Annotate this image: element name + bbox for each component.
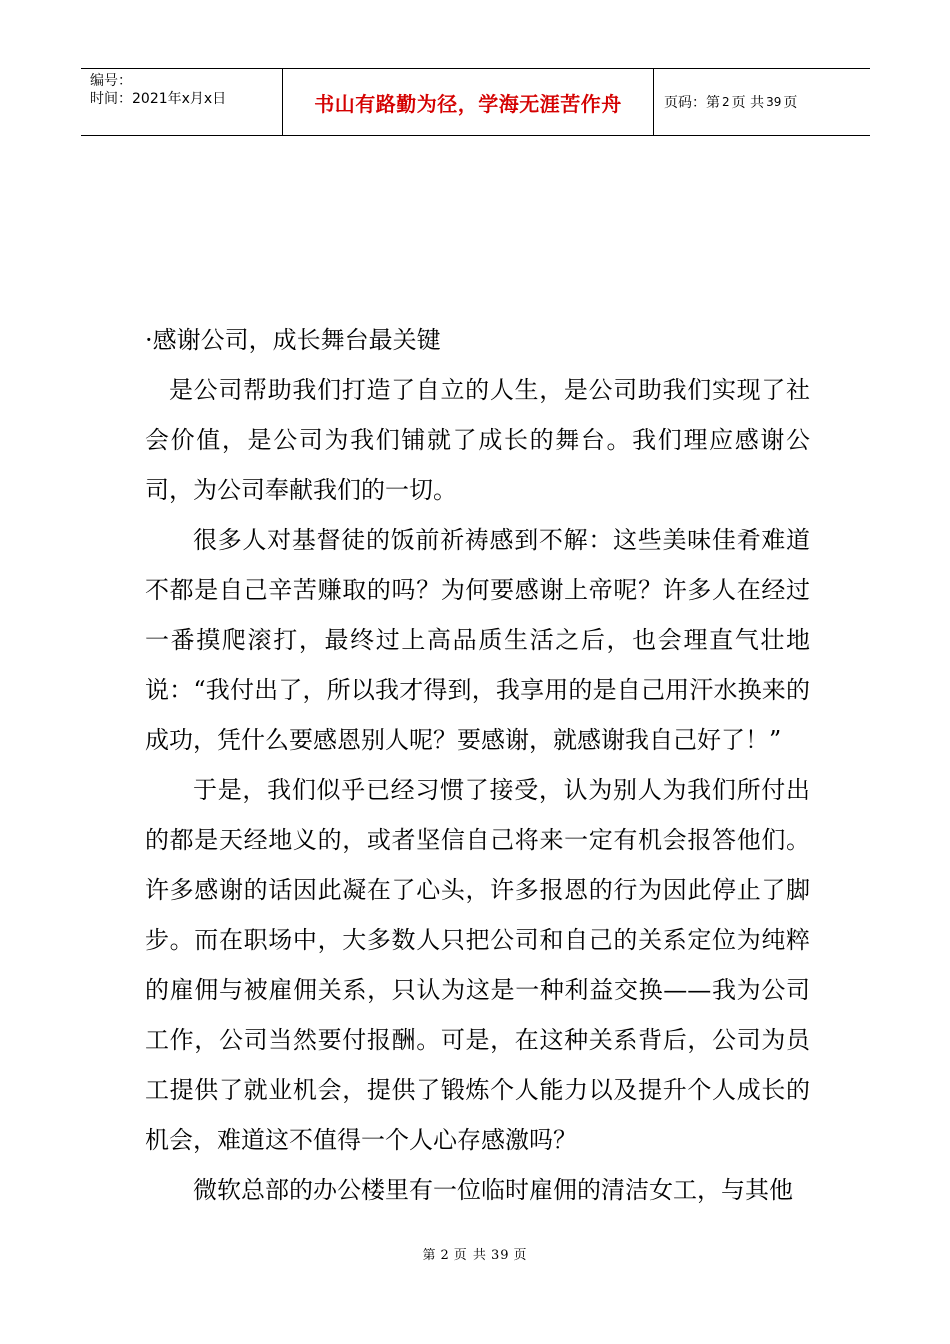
- footer-suffix: 页: [513, 1248, 528, 1263]
- footer-prefix: 第: [422, 1248, 437, 1263]
- page-header: [81, 68, 870, 136]
- header-motto-cell: [283, 69, 654, 135]
- document-body: [145, 315, 810, 1215]
- paragraph: 是公司帮助我们打造了自立的人生，是公司助我们实现了社会价值，是公司为我们铺就了成长的舞台。我们理应感谢公司，为公司奉献我们的一切。: [145, 376, 810, 504]
- time-label: 时间：: [90, 91, 132, 107]
- paragraph: 于是，我们似乎已经习惯了接受，认为别人为我们所付出的都是天经地义的，或者坚信自己将来一定有机会报答他们。许多感谢的话因此凝在了心头，许多报恩的行为因此停止了脚步。而在职场中，大多数人只把公司和自己的关系定位为纯粹的雇佣与被雇佣关系，只认为这是一种利益交换——我为公司工作，公司当然要付报酬。可是，在这种关系背后，公司为员工提供了就业机会，提供了锻炼个人能力以及提升个人成长的机会，难道这不值得一个人心存感激吗？: [145, 776, 810, 1154]
- page-footer: [0, 1244, 950, 1263]
- footer-current: 2: [440, 1248, 450, 1263]
- time-value: 2021年x月x日: [132, 91, 227, 107]
- page-suffix: 页: [783, 95, 798, 111]
- section-heading: ·感谢公司，成长舞台最关键: [145, 326, 441, 354]
- paragraph: 很多人对基督徒的饭前祈祷感到不解：这些美味佳肴难道不都是自己辛苦赚取的吗？为何要感谢上帝呢？许多人在经过一番摸爬滚打，最终过上高品质生活之后，也会理直气壮地说：“我付出了，所以我才得到，我享用的是自己用汗水换来的成功，凭什么要感恩别人呢？要感谢，就感谢我自己好了！”: [145, 526, 810, 754]
- page-mid: 页 共: [731, 95, 765, 111]
- page-current: 2: [722, 95, 730, 109]
- page-total: 39: [766, 95, 782, 109]
- footer-mid: 页 共: [453, 1248, 487, 1263]
- footer-total: 39: [490, 1248, 510, 1263]
- motto: 书山有路勤为径，学海无涯苦作舟: [314, 91, 622, 116]
- paragraph: 微软总部的办公楼里有一位临时雇佣的清洁女工，与其他: [193, 1176, 793, 1204]
- time-line: [90, 90, 282, 108]
- page-label: 页码：第: [664, 95, 720, 111]
- header-page-info: [654, 69, 870, 135]
- number-label: 编号：: [90, 73, 132, 89]
- header-meta: [81, 69, 283, 135]
